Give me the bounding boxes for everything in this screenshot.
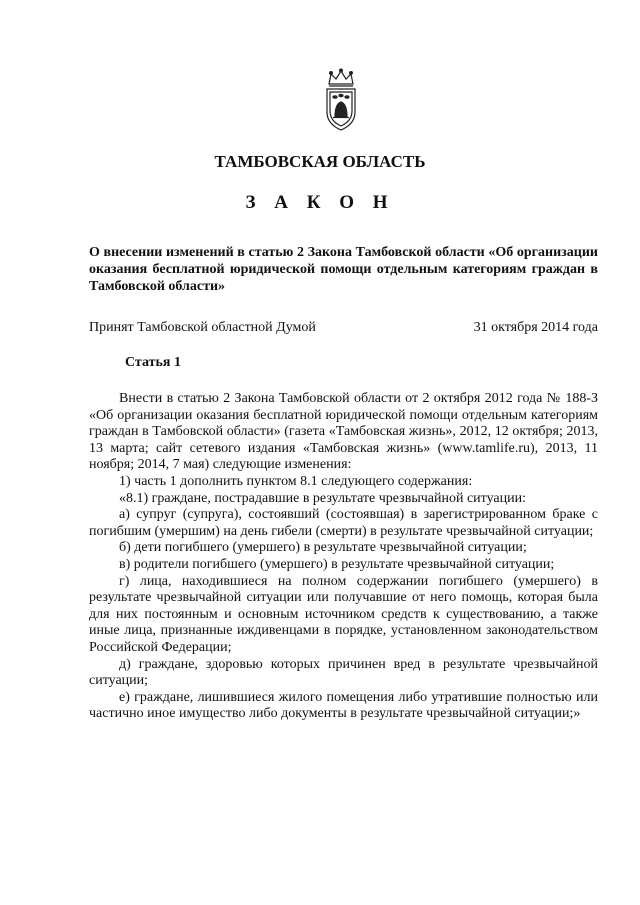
adoption-line xyxy=(89,319,598,337)
paragraph: д) граждане, здоровью которых причинен вред в результате чрезвычайной ситуации; xyxy=(89,656,598,689)
adopting-body: Принят Тамбовской областной Думой xyxy=(89,320,316,335)
document-type: З А К О Н xyxy=(245,192,395,213)
paragraph: б) дети погибшего (умершего) в результате чрезвычайной ситуации; xyxy=(119,540,527,556)
paragraph: Внести в статью 2 Закона Тамбовской области от 2 октября 2012 года № 188-З «Об организации оказания бесплатной юридической помощи отдельным категориям граждан в Тамбовской области» (газета «Тамбовская жизнь», 2012, 12 октября; 2013, 13 марта; сайт сетевого издания «Тамбовская жизнь» (www.tamlife.ru), 2013, 11 ноября; 2014, 7 мая) следующие изменения: xyxy=(89,391,598,473)
law-title: О внесении изменений в статью 2 Закона Тамбовской области «Об организации оказания бесплатной юридической помощи отдельным категориям граждан в Тамбовской области» xyxy=(89,245,598,294)
adoption-date: 31 октября 2014 года xyxy=(473,320,598,335)
paragraph: а) супруг (супруга), состоявший (состоявшая) в зарегистрированном браке с погибшим (умершим) на день гибели (смерти) в результате чрезвычайной ситуации; xyxy=(89,507,598,539)
article-heading: Статья 1 xyxy=(125,355,181,370)
paragraph: «8.1) граждане, пострадавшие в результате чрезвычайной ситуации: xyxy=(119,490,526,506)
coat-of-arms-icon xyxy=(322,68,360,132)
paragraph: г) лица, находившиеся на полном содержании погибшего (умершего) в результате чрезвычайной ситуации или получавшие от него помощь, которая была для них постоянным и основным источником средств к существованию, а также иные лица, признанные иждивенцами в порядке, установленном законодательством Российской Федерации; xyxy=(89,573,598,655)
region-name: ТАМБОВСКАЯ ОБЛАСТЬ xyxy=(214,152,426,171)
paragraph: 1) часть 1 дополнить пунктом 8.1 следующего содержания: xyxy=(119,473,473,489)
article-body xyxy=(89,391,598,723)
paragraph: в) родители погибшего (умершего) в результате чрезвычайной ситуации; xyxy=(119,556,555,572)
paragraph: е) граждане, лишившиеся жилого помещения либо утратившие полностью или частично иное имущество либо документы в результате чрезвычайной ситуации;» xyxy=(89,689,598,722)
